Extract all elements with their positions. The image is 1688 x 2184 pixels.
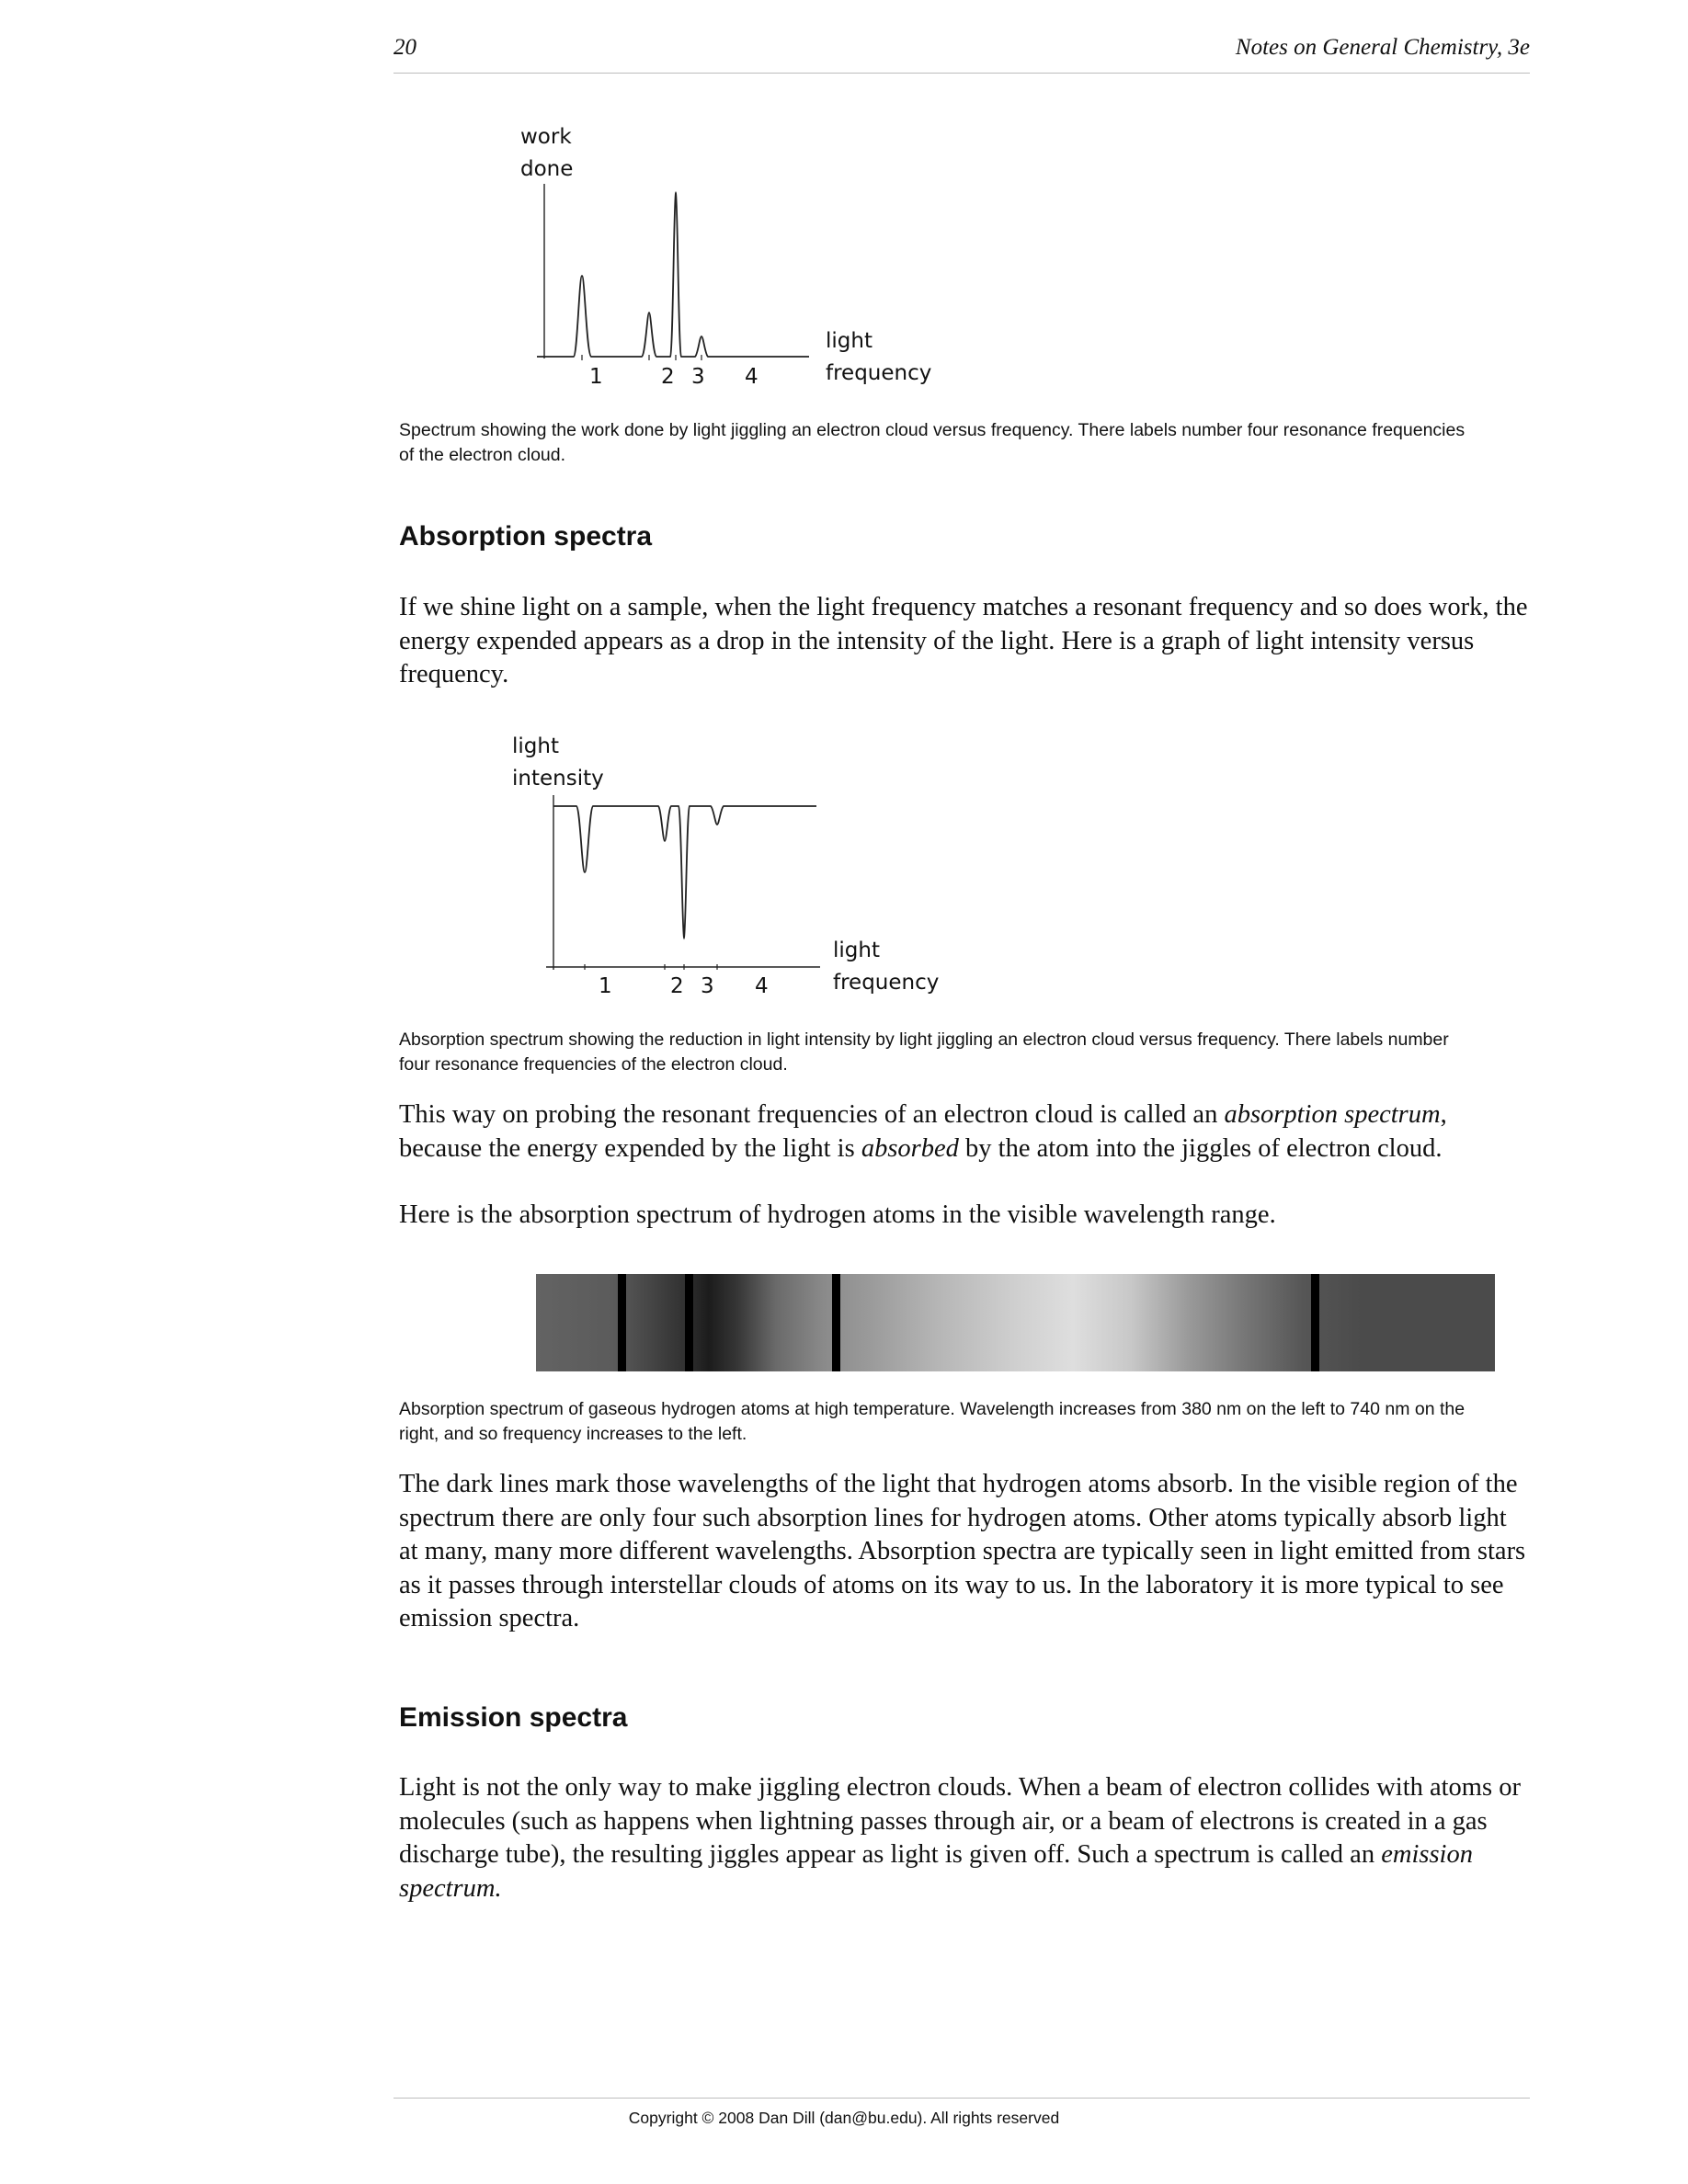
fig2-tick-4: 4 [755,974,769,998]
paragraph-absorption-intro: If we shine light on a sample, when the light frequency matches a resonant frequency and so does work, the energy expended appears as a drop in the intensity of the light. Here is a graph of light intensity versus frequency. [399,593,1528,688]
fig2-absorption-plot [542,795,837,979]
fig1-tick-2: 2 [661,365,675,389]
fig1-x-label-line2: frequency [826,361,932,385]
absorption-line-1 [618,1274,626,1371]
page-number: 20 [393,35,416,60]
fig2-y-label-line1: light [512,734,559,758]
absorption-line-2 [685,1274,693,1371]
fig2-y-label-line2: intensity [512,767,604,791]
heading-emission-spectra: Emission spectra [399,1702,628,1733]
fig1-caption: Spectrum showing the work done by light jiggling an electron cloud versus frequency. There labels number four resonance frequencies of the electron cloud. [399,420,1466,465]
fig1-tick-1: 1 [589,365,603,389]
fig2-tick-3: 3 [701,974,714,998]
fig2-dip-curve [553,806,816,938]
fig2-tick-2: 2 [670,974,684,998]
copyright-footer: Copyright © 2008 Dan Dill (dan@bu.edu). All rights reserved [628,2109,1060,2127]
fig2-x-label-line1: light [833,938,880,962]
fig1-y-label-line1: work [520,125,572,149]
paragraph-dark-lines: The dark lines mark those wavelengths of the light that hydrogen atoms absorb. In the visible region of the spectrum there are only four such absorption lines for hydrogen atoms. Other atoms typically absorb light at many, many more different wavelengths. Absorption spectra are typically seen in light emitted from stars as it passes through interstellar clouds of atoms on its way to us. In the laboratory it is more typical to see emission spectra. [399,1470,1526,1632]
fig1-x-label-line1: light [826,329,873,353]
fig1-tick-3: 3 [691,365,705,389]
fig2-x-label-line2: frequency [833,971,940,995]
paragraph-hydrogen-intro: Here is the absorption spectrum of hydrogen atoms in the visible wavelength range. [399,1200,1276,1229]
paragraph-absorption-spectrum-definition: This way on probing the resonant frequencies of an electron cloud is called an absorption spectrum, because the energy expended by the light is absorbed by the atom into the jiggles of electron cloud. [399,1100,1447,1163]
fig2-caption: Absorption spectrum showing the reduction in light intensity by light jiggling an electron cloud versus frequency. There labels number four resonance frequencies of the electron cloud. [399,1029,1449,1075]
fig1-tick-4: 4 [745,365,758,389]
fig2-tick-1: 1 [599,974,612,998]
absorption-line-3 [832,1274,840,1371]
fig1-y-label-line2: done [520,157,574,181]
hydrogen-spectrum-strip [536,1274,1495,1371]
fig1-peak-curve [537,193,809,357]
fig1-resonance-plot [533,184,827,377]
paragraph-emission-intro: Light is not the only way to make jiggling electron clouds. When a beam of electron collides with atoms or molecules (such as happens when lightning passes through air, or a beam of electrons is created in a gas discharge tube), the resulting jiggles appear as light is given off. Such a spectrum is called an emission spectrum. [399,1773,1521,1903]
fig3-caption: Absorption spectrum of gaseous hydrogen atoms at high temperature. Wavelength increases from 380 nm on the left to 740 nm on the right, and so frequency increases to the left. [399,1399,1466,1444]
running-title: Notes on General Chemistry, 3e [1235,35,1530,60]
header-rule [393,73,1530,74]
footer-rule [393,2098,1530,2099]
heading-absorption-spectra: Absorption spectra [399,521,653,552]
absorption-line-4 [1311,1274,1319,1371]
